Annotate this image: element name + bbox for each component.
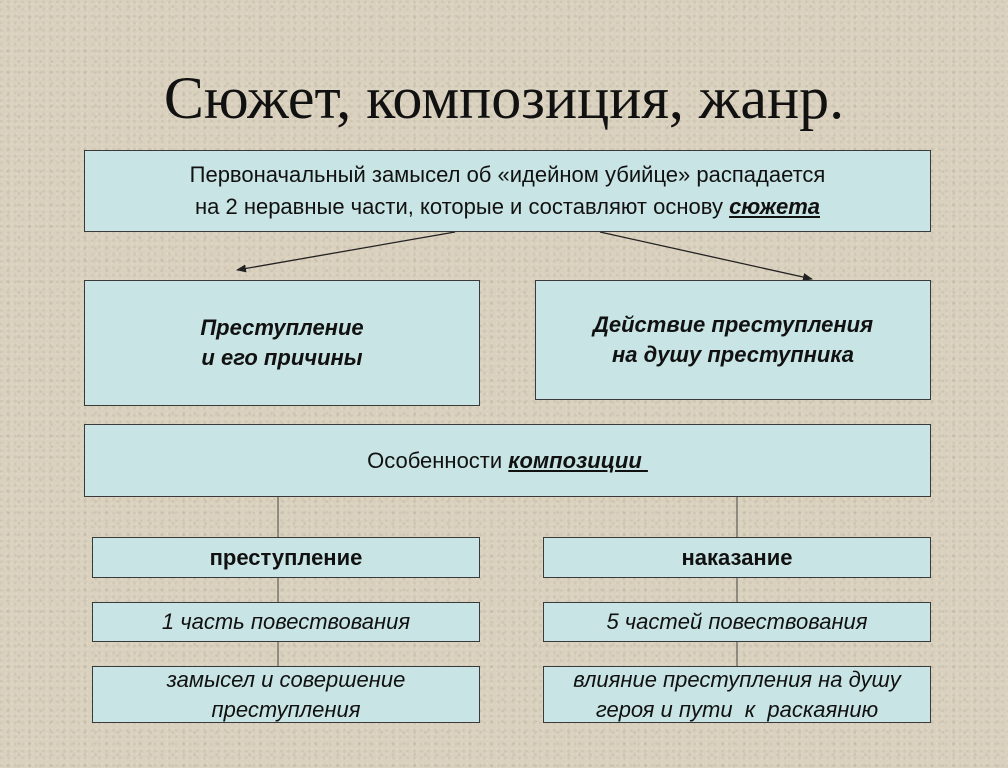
right-part-line-1: Действие преступления: [592, 312, 874, 337]
punishment-parts-box: [543, 602, 931, 642]
crime-parts-box: [92, 602, 480, 642]
punishment-content: влияние преступления на душу героя и пути к раскаянию: [573, 666, 907, 722]
crime-content: замысел и совершение преступления: [166, 666, 406, 722]
crime-header: преступление: [209, 544, 363, 570]
crime-parts: 1 часть повествования: [161, 609, 411, 634]
plot-line-2: на 2 неравные части, которые и составляют основу: [194, 194, 730, 219]
punishment-content-box: [543, 666, 931, 723]
right-part-box: [535, 280, 931, 400]
plot-line-1: Первоначальный замысел об «идейном убийце» распадается: [189, 162, 826, 187]
left-part-box: [84, 280, 480, 406]
left-part-line-1: Преступление: [200, 315, 364, 340]
plot-box: [84, 150, 931, 232]
right-part-line-2: на душу преступника: [611, 342, 855, 367]
arrow-right: [600, 232, 812, 279]
punishment-parts: 5 частей повествования: [606, 609, 868, 634]
page-title: Сюжет, композиция, жанр.: [163, 65, 845, 131]
punishment-header: наказание: [681, 544, 793, 570]
composition-emphasis: композиции: [508, 447, 648, 473]
composition-box: [84, 424, 931, 497]
left-part-line-2: и его причины: [201, 345, 363, 370]
plot-emphasis: сюжета: [729, 194, 821, 219]
arrow-left: [237, 232, 455, 270]
crime-header-box: [92, 537, 480, 578]
crime-content-box: [92, 666, 480, 723]
composition-prefix: Особенности: [367, 447, 509, 473]
punishment-header-box: [543, 537, 931, 578]
